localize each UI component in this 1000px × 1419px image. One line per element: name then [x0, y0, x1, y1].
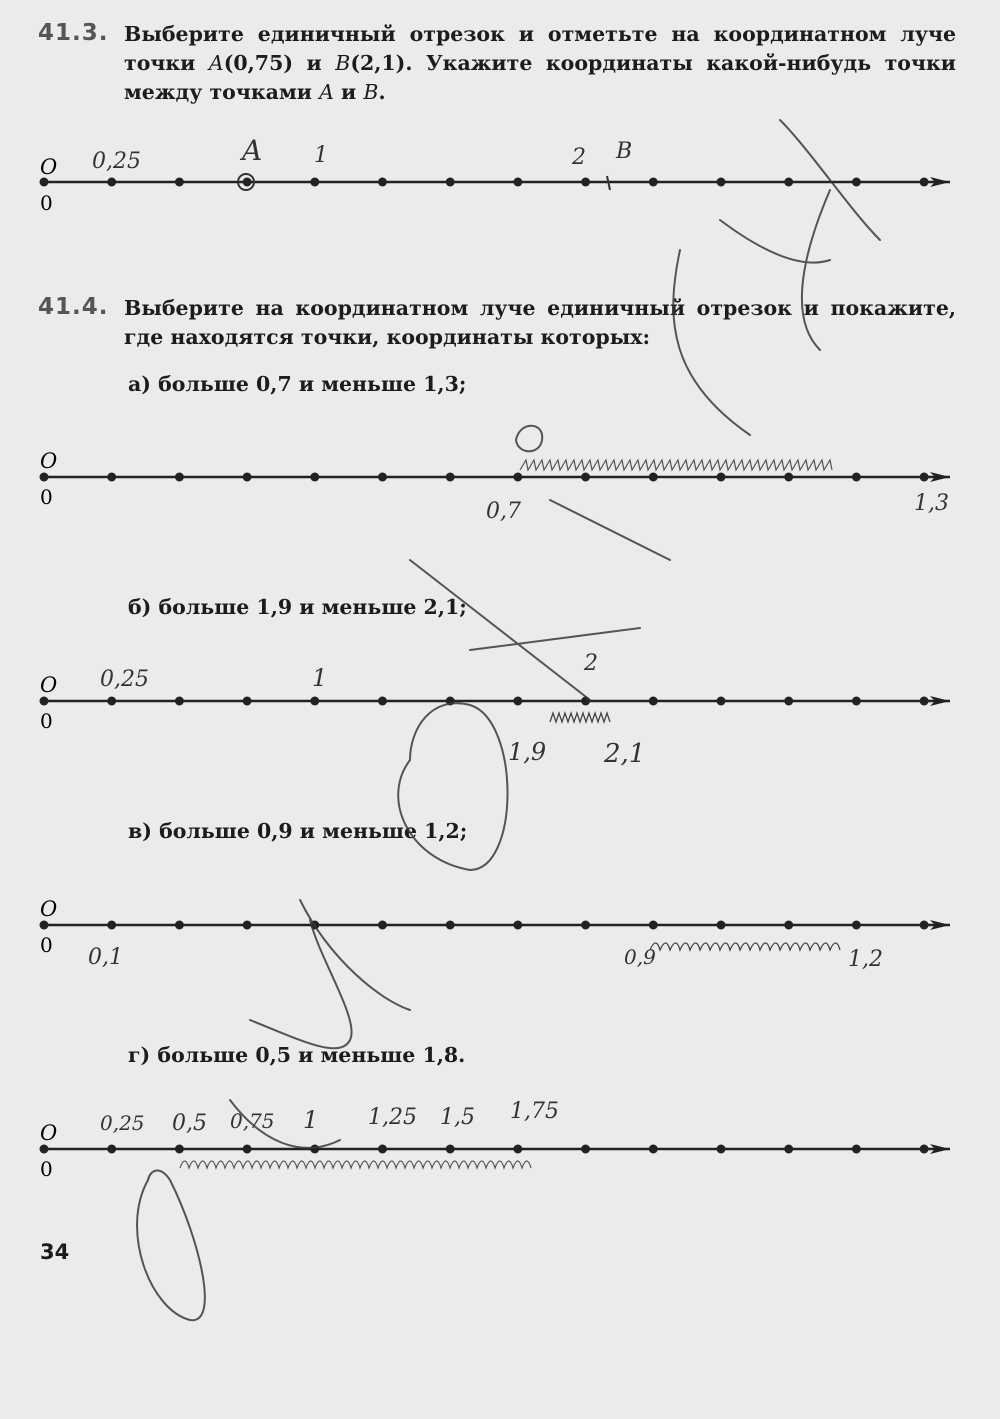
axis-tick-dot [310, 473, 319, 482]
svg-text:B: B [616, 139, 633, 164]
axis-tick-dot [310, 1145, 319, 1154]
axis-tick-dot [649, 697, 658, 706]
axis-tick-dot [920, 921, 929, 930]
handwriting-line-5 [100, 1099, 559, 1168]
axis-tick-dot [513, 697, 522, 706]
origin-label: O [40, 449, 58, 473]
axis-tick-dot [784, 921, 793, 930]
axis-tick-dot [513, 1145, 522, 1154]
svg-text:0,75: 0,75 [230, 1109, 275, 1133]
axis-tick-dot [581, 1145, 590, 1154]
axis-tick-dot [513, 473, 522, 482]
zero-label: 0 [40, 485, 53, 509]
problem-text: Выберите на координатном луче единичный отрезок и покажите, где находятся точки, координаты которых: [124, 296, 956, 349]
axis-tick-dot [40, 473, 49, 482]
svg-text:1,9: 1,9 [508, 738, 547, 766]
handwriting-line-4 [88, 943, 883, 972]
axis-tick-dot [40, 697, 49, 706]
axis-tick-dot [920, 473, 929, 482]
subtask-d: г) больше 0,5 и меньше 1,8. [128, 1043, 466, 1067]
axis-tick-dot [175, 697, 184, 706]
axis-tick-dot [378, 1145, 387, 1154]
pencil-watermark [137, 120, 880, 1320]
axis-tick-dot [920, 697, 929, 706]
axis-tick-dot [175, 921, 184, 930]
handwriting-line-2 [486, 460, 949, 524]
svg-text:1,5: 1,5 [440, 1105, 475, 1130]
axis-tick-dot [446, 921, 455, 930]
axis-tick-dot [243, 178, 252, 187]
svg-text:1,75: 1,75 [510, 1099, 559, 1124]
svg-text:1,2: 1,2 [848, 947, 883, 972]
axis-tick-dot [649, 921, 658, 930]
zero-label: 0 [40, 933, 53, 957]
axis-tick-dot [378, 697, 387, 706]
svg-text:0,5: 0,5 [172, 1111, 207, 1136]
axis-tick-dot [310, 178, 319, 187]
zero-label: 0 [40, 709, 53, 733]
svg-text:0,25: 0,25 [100, 667, 149, 692]
axis-tick-dot [649, 473, 658, 482]
axis-tick-dot [852, 178, 861, 187]
subtask-c: в) больше 0,9 и меньше 1,2; [128, 819, 468, 843]
svg-text:0,1: 0,1 [88, 945, 123, 970]
axis-tick-dot [175, 473, 184, 482]
axis-tick-dot [107, 697, 116, 706]
svg-text:2: 2 [572, 145, 586, 170]
axis-tick-dot [513, 921, 522, 930]
svg-text:2,1: 2,1 [604, 739, 646, 769]
handwriting-line-3 [100, 651, 645, 769]
origin-label: O [40, 673, 58, 697]
axis-tick-dot [243, 473, 252, 482]
axis-tick-dot [446, 1145, 455, 1154]
axis-tick-dot [40, 1145, 49, 1154]
axis-tick-dot [717, 1145, 726, 1154]
problem-number: 41.3. [38, 20, 109, 46]
problem-number: 41.4. [38, 294, 109, 320]
svg-text:1: 1 [312, 664, 328, 692]
axis-tick-dot [446, 178, 455, 187]
svg-text:1: 1 [303, 1106, 319, 1134]
axis-tick-dot [107, 473, 116, 482]
svg-text:1,3: 1,3 [914, 491, 949, 516]
axis-tick-dot [717, 178, 726, 187]
axis-tick-dot [649, 1145, 658, 1154]
axis-tick-dot [784, 473, 793, 482]
axis-tick-dot [920, 178, 929, 187]
svg-text:0,25: 0,25 [92, 149, 141, 174]
axis-tick-dot [378, 921, 387, 930]
axis-tick-dot [513, 178, 522, 187]
axis-tick-dot [717, 473, 726, 482]
svg-text:1,25: 1,25 [368, 1105, 417, 1130]
svg-text:0,7: 0,7 [486, 499, 521, 524]
axis-tick-dot [852, 473, 861, 482]
axis-tick-dot [310, 697, 319, 706]
zero-label: 0 [40, 1157, 53, 1181]
axis-tick-dot [107, 921, 116, 930]
axis-tick-dot [784, 1145, 793, 1154]
axis-tick-dot [852, 697, 861, 706]
axis-tick-dot [649, 178, 658, 187]
axis-tick-dot [378, 473, 387, 482]
axis-tick-dot [920, 1145, 929, 1154]
axis-tick-dot [581, 473, 590, 482]
zero-label: 0 [40, 191, 53, 215]
axis-tick-dot [717, 921, 726, 930]
axis-tick-dot [446, 473, 455, 482]
number-line-1 [40, 155, 951, 215]
axis-tick-dot [717, 697, 726, 706]
axis-tick-dot [175, 1145, 184, 1154]
axis-tick-dot [581, 178, 590, 187]
svg-text:2: 2 [584, 651, 598, 676]
svg-text:0,25: 0,25 [100, 1111, 145, 1135]
origin-label: O [40, 1121, 58, 1145]
number-line-4 [40, 897, 951, 957]
svg-text:0,9: 0,9 [624, 945, 656, 969]
subtask-b: б) больше 1,9 и меньше 2,1; [128, 595, 467, 619]
number-line-3 [40, 673, 951, 733]
page-number: 34 [40, 1240, 70, 1264]
axis-tick-dot [378, 178, 387, 187]
axis-tick-dot [784, 697, 793, 706]
problem-text: Выберите единичный отрезок и отметьте на координатном луче точки A(0,75) и B(2,1). Укажите координаты какой-нибудь точки между точками A и B. [124, 22, 956, 104]
axis-tick-dot [784, 178, 793, 187]
axis-tick-dot [852, 921, 861, 930]
subtask-a: а) больше 0,7 и меньше 1,3; [128, 372, 467, 396]
axis-tick-dot [40, 921, 49, 930]
axis-tick-dot [107, 178, 116, 187]
axis-tick-dot [243, 1145, 252, 1154]
axis-tick-dot [243, 697, 252, 706]
axis-tick-dot [107, 1145, 116, 1154]
axis-tick-dot [852, 1145, 861, 1154]
origin-label: O [40, 155, 58, 179]
svg-text:A: A [242, 134, 263, 167]
axis-tick-dot [243, 921, 252, 930]
axis-tick-dot [581, 921, 590, 930]
origin-label: O [40, 897, 58, 921]
axis-tick-dot [175, 178, 184, 187]
svg-text:1: 1 [314, 143, 328, 168]
